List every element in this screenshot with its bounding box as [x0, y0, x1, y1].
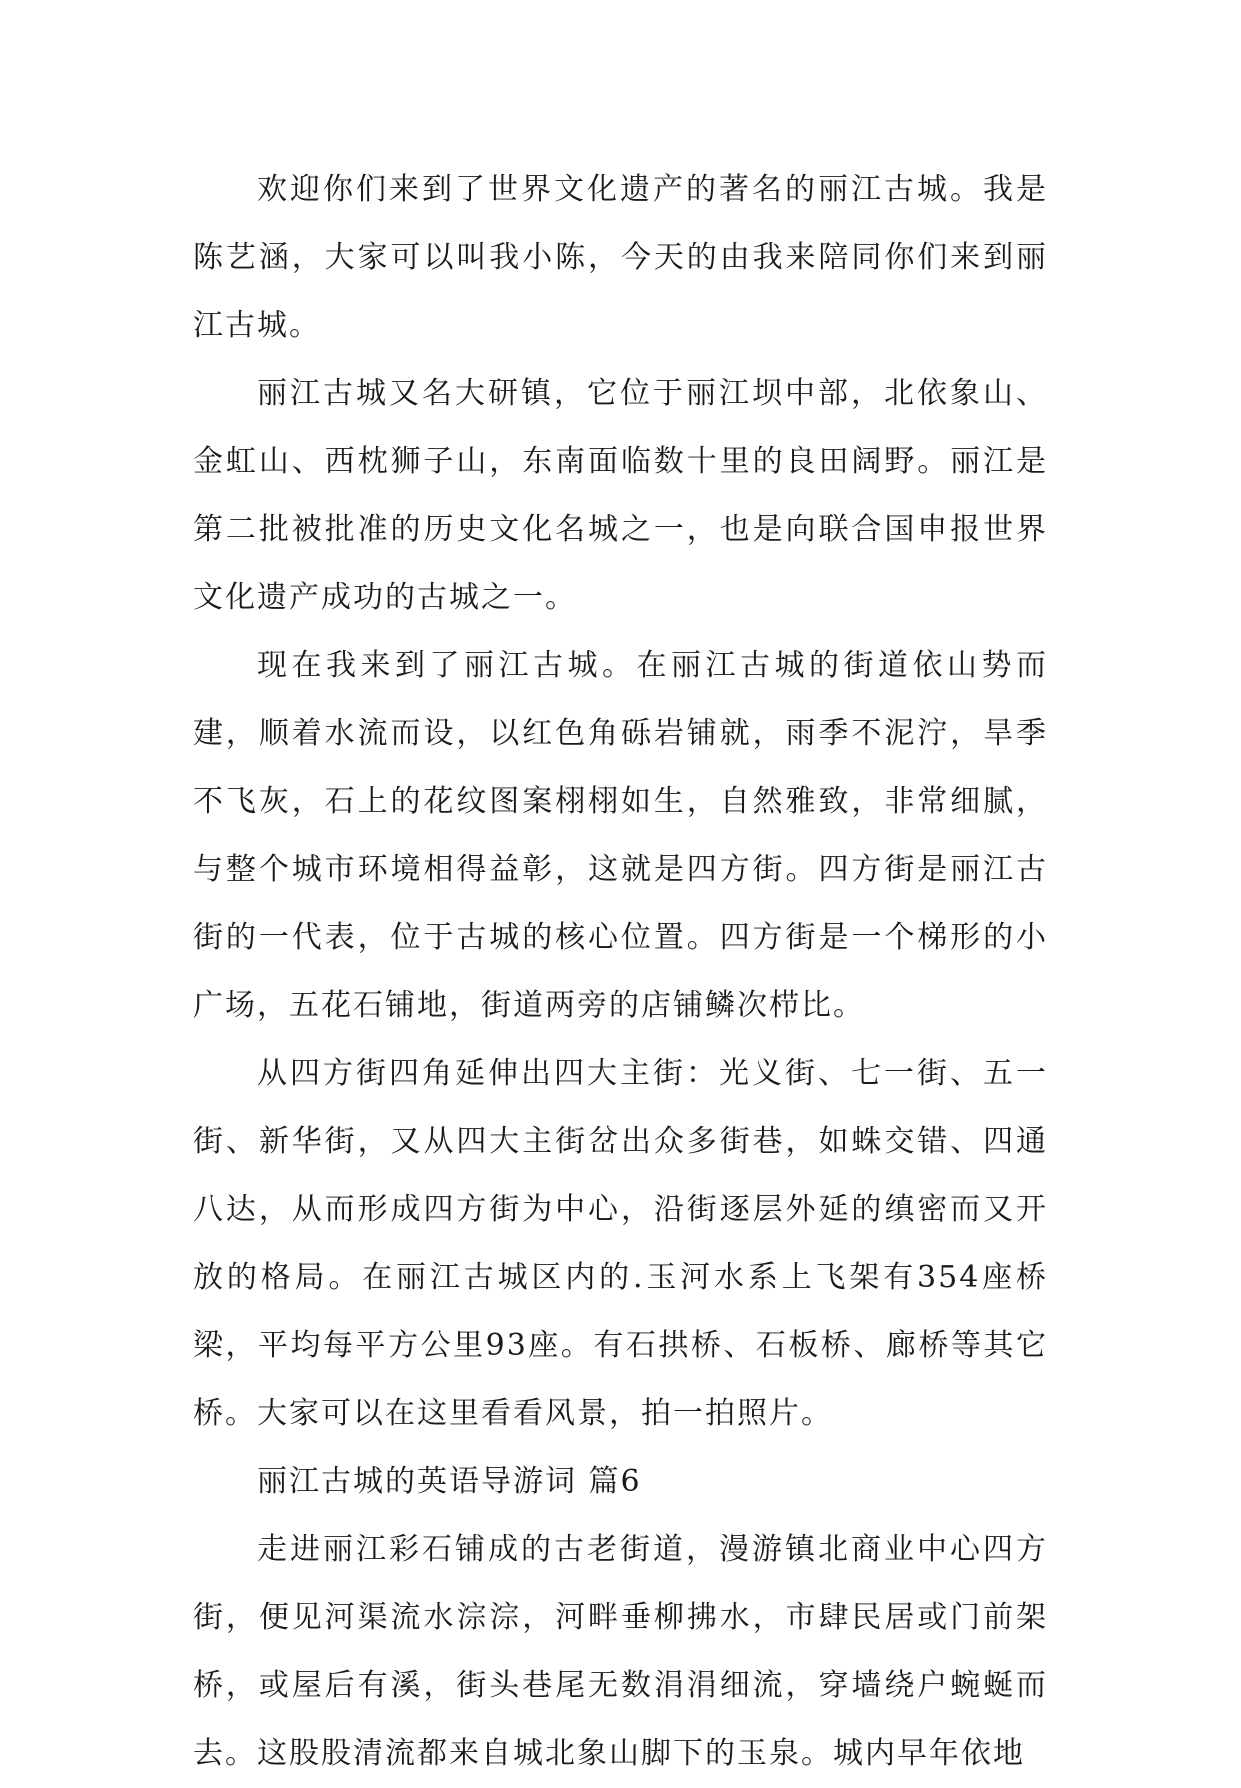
document-body: [193, 156, 1048, 1788]
paragraph-old-streets: 走进丽江彩石铺成的古老街道，漫游镇北商业中心四方街，便见河渠流水淙淙，河畔垂柳拂水，市肆民居或门前架桥，或屋后有溪，街头巷尾无数涓涓细流，穿墙绕户蜿蜒而去。这股股清流都来自城北象山脚下的玉泉。城内早年依地: [193, 1532, 1048, 1771]
section-heading: 丽江古城的英语导游词 篇6: [257, 1464, 642, 1499]
paragraph-main-streets: 从四方街四角延伸出四大主街：光义街、七一街、五一街、新华街，又从四大主街岔出众多街巷，如蛛交错、四通八达，从而形成四方街为中心，沿街逐层外延的缜密而又开放的格局。在丽江古城区内的.玉河水系上飞架有354座桥梁，平均每平方公里93座。有石拱桥、石板桥、廊桥等其它桥。大家可以在这里看看风景，拍一拍照片。: [193, 1056, 1048, 1431]
paragraph-introduction: 丽江古城又名大研镇，它位于丽江坝中部，北依象山、金虹山、西枕狮子山，东南面临数十里的良田阔野。丽江是第二批被批准的历史文化名城之一，也是向联合国申报世界文化遗产成功的古城之一。: [193, 376, 1048, 615]
paragraph-sifang-street: 现在我来到了丽江古城。在丽江古城的街道依山势而建，顺着水流而设，以红色角砾岩铺就，雨季不泥泞，旱季不飞灰，石上的花纹图案栩栩如生，自然雅致，非常细腻，与整个城市环境相得益彰，这就是四方街。四方街是丽江古街的一代表，位于古城的核心位置。四方街是一个梯形的小广场，五花石铺地，街道两旁的店铺鳞次栉比。: [193, 648, 1048, 1023]
paragraph-welcome: 欢迎你们来到了世界文化遗产的著名的丽江古城。我是陈艺涵，大家可以叫我小陈，今天的由我来陪同你们来到丽江古城。: [193, 172, 1048, 343]
